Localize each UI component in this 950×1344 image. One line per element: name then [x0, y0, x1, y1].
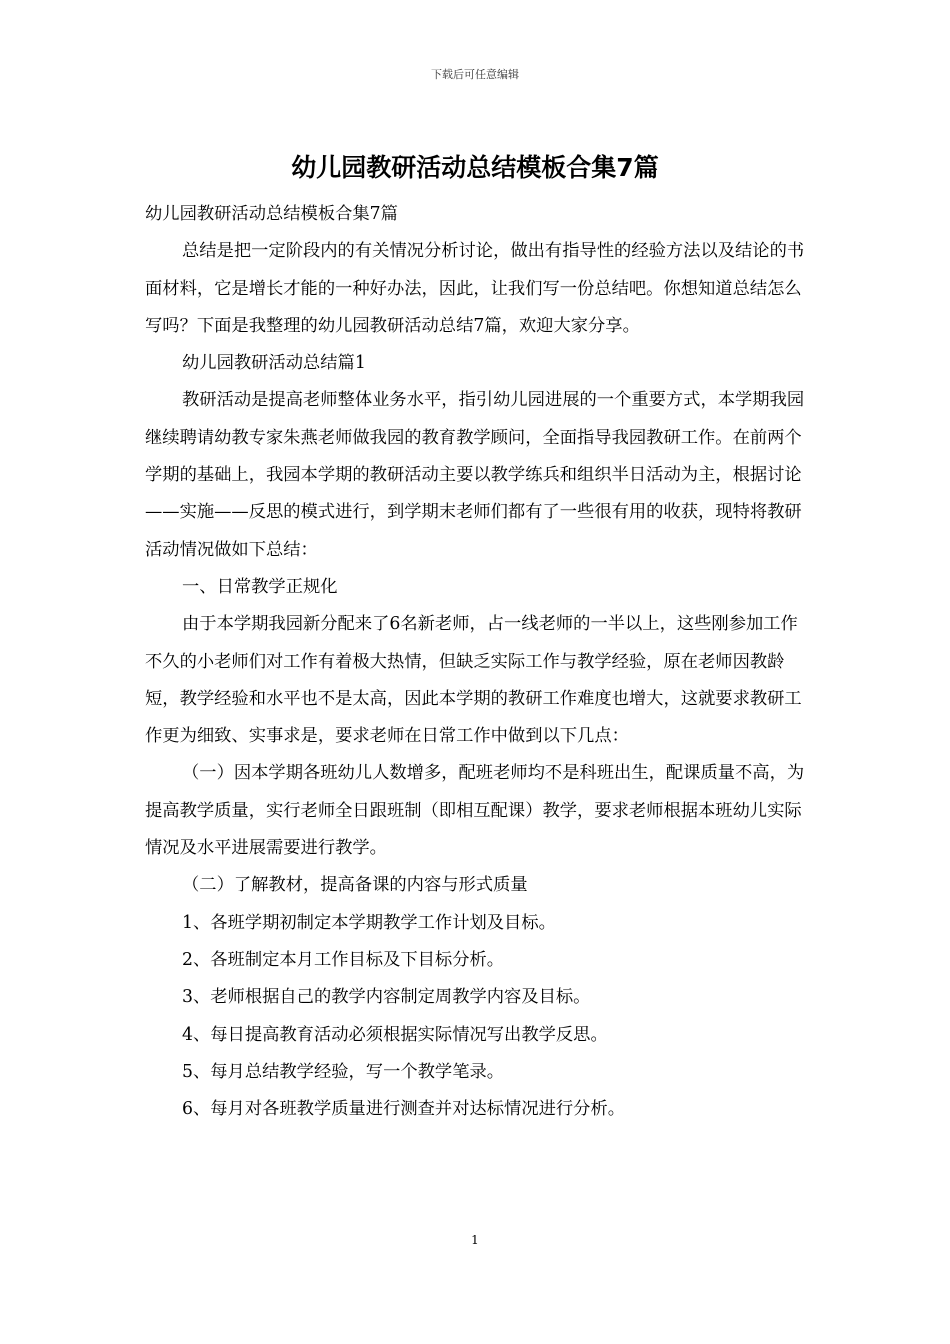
paragraph: 3、老师根据自己的教学内容制定周教学内容及目标。 [182, 987, 591, 1008]
paragraph: 5、每月总结教学经验，写一个教学笔录。 [182, 1061, 505, 1082]
paragraph: 一、日常教学正规化 [182, 576, 338, 597]
page-header: 下载后可任意编辑 [431, 68, 519, 81]
paragraph: 6、每月对各班教学质量进行测查并对达标情况进行分析。 [182, 1099, 626, 1120]
paragraph: 由于本学期我园新分配来了6名新老师，占一线老师的一半以上，这些刚参加工作不久的小老师们对工作有着极大热情，但缺乏实际工作与教学经验，原在老师因教龄短，教学经验和水平也不是太高，因此本学期的教研工作难度也增大，这就要求教研工作更为细致、实事求是，要求老师在日常工作中做到以下几点： [145, 614, 802, 747]
paragraph: （二）了解教材，提高备课的内容与形式质量 [182, 875, 528, 896]
document-body [145, 196, 805, 1128]
paragraph: 总结是把一定阶段内的有关情况分析讨论，做出有指导性的经验方法以及结论的书面材料，它是增长才能的一种好办法，因此，让我们写一份总结吧。你想知道总结怎么写吗？下面是我整理的幼儿园教研活动总结7篇，欢迎大家分享。 [145, 241, 805, 336]
paragraph: 1、各班学期初制定本学期教学工作计划及目标。 [182, 912, 556, 933]
page-number: 1 [471, 1233, 479, 1247]
paragraph: 幼儿园教研活动总结篇1 [182, 353, 366, 374]
paragraph: 4、每日提高教育活动必须根据实际情况写出教学反思。 [182, 1024, 608, 1045]
paragraph: 教研活动是提高老师整体业务水平，指引幼儿园进展的一个重要方式，本学期我园继续聘请幼教专家朱燕老师做我园的教育教学顾问，全面指导我园教研工作。在前两个学期的基础上，我园本学期的教研活动主要以教学练兵和组织半日活动为主，根据讨论——实施——反思的模式进行，到学期末老师们都有了一些很有用的收获，现特将教研活动情况做如下总结： [145, 390, 805, 560]
paragraph: 2、各班制定本月工作目标及下目标分析。 [182, 949, 505, 970]
document-title: 幼儿园教研活动总结模板合集7篇 [291, 153, 659, 182]
paragraph: （一）因本学期各班幼儿人数增多，配班老师均不是科班出生，配课质量不高，为提高教学质量，实行老师全日跟班制（即相互配课）教学，要求老师根据本班幼儿实际情况及水平进展需要进行教学。 [145, 763, 805, 859]
paragraph: 幼儿园教研活动总结模板合集7篇 [145, 204, 398, 224]
